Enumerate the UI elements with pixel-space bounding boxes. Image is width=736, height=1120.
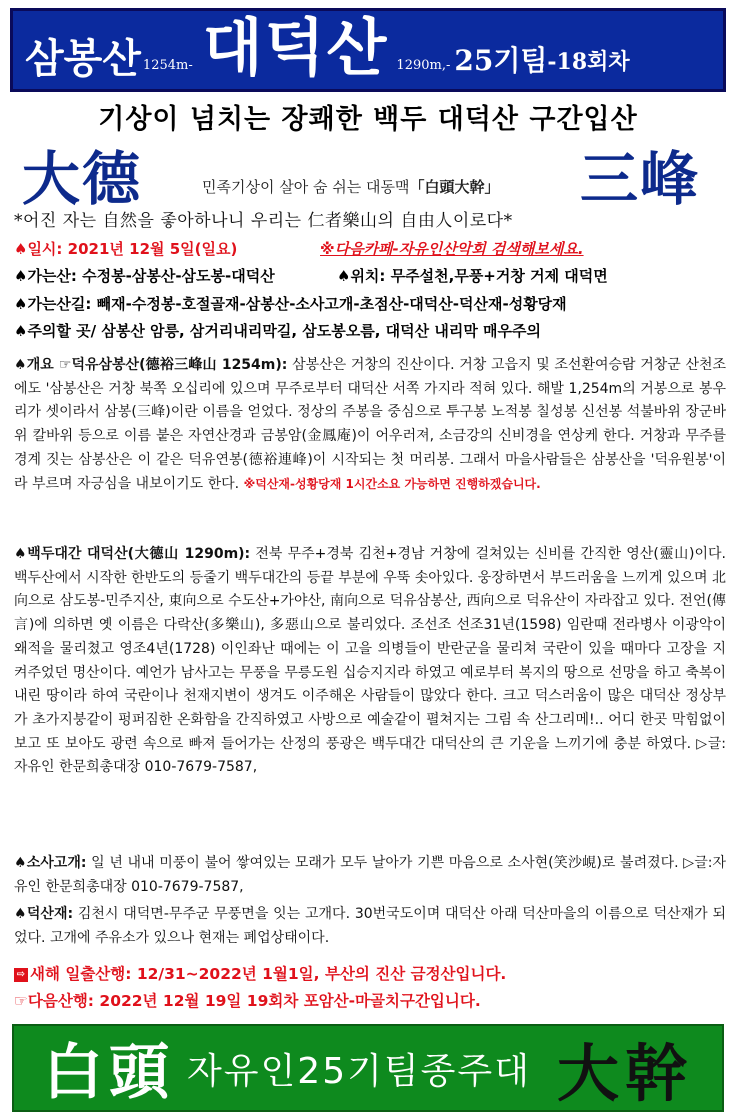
next-hike-label: 다음산행: xyxy=(27,992,94,1010)
location-value: 무주설천,무풍+거창 거제 대덕면 xyxy=(390,267,608,285)
sosa-pass-description xyxy=(14,852,726,899)
footer-kanji-baekdu: 白頭 xyxy=(42,1038,175,1108)
path-row xyxy=(14,293,726,314)
sosa-lead: ♠소사고개: xyxy=(14,855,87,871)
footer-banner xyxy=(12,1024,724,1112)
daedeoksan-text: 전북 무주+경북 김천+경남 거창에 걸쳐있는 신비를 간직한 영산(靈山)이다. 백두산에서 시작한 한반도의 등줄기 백두대간의 등끝 부분에 우뚝 솟아있다. 웅장하면서 부드러움을 느끼게 있으며 北向으로 삼도봉-민주지산, 東向으로 수도산+가야산, 南向으로 덕유삼봉산, 西向으로 덕유산이 자라잡고 있다. 전언(傳言)에 의하면 옛 이름은 다락산(多樂山), 多惡山으로 불리었다. 조선조 선조31년(1598) 임란때 전라병사 이광악이 왜적을 물리쳤고 영조4년(1728) 이인좌난 때에는 이 고을 의병들이 반란군을 물리쳐 국란이 있을 때마다 고장을 지켜주었던 명산이다. 예언가 남사고는 무풍을 무릉도원 십승지지라 하였고 예로부터 복지의 땅으로 선망을 하고 축복이 내린 땅이라 하여 국란이나 천재지변이 생겨도 이주해온 사람들이 많았다 한다. 크고 덕스러움이 많은 대덕산 정상부가 초가지붕같이 펑퍼짐한 온화함을 간직하였고 사방으로 예술같이 펼쳐지는 그림 속 산그리메!.. 어디 한곳 막힘없이 보고 또 보아도 광련 속으로 빠져 들어가는 산정의 풍광은 백두대간 대덕산의 큰 기운을 느끼기에 충분 하였다. ▷글:자유인 한문희총대장 010-7679-7587, xyxy=(14,546,726,776)
new-year-value: 12/31~2022년 1월1일, 부산의 진산 금정산입니다. xyxy=(136,965,507,983)
cafe-search-note: ※다음카페-자유인산악회 검색해보세요. xyxy=(320,240,584,258)
overview-note: ※덕산재-성황당재 1시간소요 가능하면 진행하겠습니다. xyxy=(243,476,541,491)
next-hike xyxy=(14,989,726,1011)
footer-team-text: 자유인25기팀종주대 xyxy=(186,1050,531,1092)
kanji-sambong: 三峰 xyxy=(579,145,700,213)
mountain1-name: 삼봉산 xyxy=(25,35,141,82)
deoksanjae-text: 김천시 대덕면-무주군 무풍면을 잇는 고개다. 30번국도이며 대덕산 아래 덕산마을의 이름으로 덕산재가 되었다. 고개에 주유소가 있으나 현재는 폐업상태이다. xyxy=(14,906,726,946)
new-year-hike xyxy=(14,962,726,984)
daedeoksan-description xyxy=(14,543,726,780)
path-value: 빼재-수정봉-호절골재-삼봉산-소사고개-초점산-대덕산-덕산재-성황당재 xyxy=(96,295,567,313)
date-row xyxy=(14,238,726,259)
new-year-label: 새해 일출산행: xyxy=(30,965,132,983)
headline: 기상이 넘치는 장쾌한 백두 대덕산 구간입산 xyxy=(98,104,638,135)
date-value: 2021년 12월 5일(일요) xyxy=(67,240,238,258)
course-label: ♠가는산: xyxy=(14,267,77,285)
deoksanjae-description xyxy=(14,903,726,950)
location xyxy=(337,265,608,286)
round-number: -18회차 xyxy=(547,49,630,75)
mountain1-altitude: 1254m- xyxy=(142,58,193,73)
arrow-right-icon: ⇨ xyxy=(14,968,28,982)
ridge-bracket: 「白頭大幹」 xyxy=(409,178,500,196)
sosa-text: 일 년 내내 미풍이 불어 쌓여있는 모래가 모두 날아가 기쁜 마음으로 소사현(笑沙峴)로 불려졌다. ▷글:자유인 한문희총대장 010-7679-7587, xyxy=(14,855,727,895)
location-label: ♠위치: xyxy=(337,267,386,285)
course-value: 수정봉-삼봉산-삼도봉-대덕산 xyxy=(82,267,275,285)
ridge-text: 민족기상이 살아 숨 쉬는 대동맥 xyxy=(202,178,410,196)
date-label: ♠일시: xyxy=(14,240,63,258)
next-hike-value: 2022년 12월 19일 19회차 포암산-마골치구간입니다. xyxy=(99,992,481,1010)
overview-lead: ♠개요 ☞덕유삼봉산(德裕三峰山 1254m): xyxy=(14,357,288,373)
deoksanjae-lead: ♠덕산재: xyxy=(14,906,74,922)
daedeoksan-lead: ♠백두대간 대덕산(大德山 1290m): xyxy=(14,546,251,562)
main-mountain-name: 대덕산 xyxy=(202,11,389,84)
pointing-hand-icon: ☞ xyxy=(14,992,28,1010)
overview-text: 삼봉산은 거창의 진산이다. 거창 고읍지 및 조선환여승람 거창군 산천조에도 '삼봉산은 거창 북쪽 오십리에 있으며 무주로부터 대덕산 서쪽 가지라 적혀 있다. 해발 1,254m의 거봉으로 봉우리가 셋이라서 삼봉(三峰)이란 이름을 얻었다. 정상의 주봉을 중심으로 투구봉 노적봉 칠성봉 신선봉 석불바위 장군바위 칼바위 등으로 이름 붙은 자연산경과 금봉암(金鳳庵)이 어우러져, 소금강의 신비경을 연상케 한다. 거창과 무주를 경계 짓는 삼봉산은 이 같은 덕유연봉(德裕連峰)이 시작되는 첫 머리봉. 그래서 마을사람들은 삼봉산을 '덕유원봉'이라 부르며 자긍심을 내보이기도 한다. xyxy=(14,357,727,492)
caution-value: 삼봉산 암릉, 삼거리내리막길, 삼도봉오름, 대덕산 내리막 매우주의 xyxy=(101,322,542,340)
title-banner xyxy=(10,8,726,92)
main-mountain-altitude: 1290m,- xyxy=(396,58,451,73)
course-row xyxy=(14,265,726,286)
team-name: 25기팀 xyxy=(454,44,548,77)
kanji-daedeok: 大德 xyxy=(22,145,143,213)
caution-row xyxy=(14,320,726,341)
caution-label: ♠주의할 곳/ xyxy=(14,322,97,340)
ridge-caption xyxy=(202,176,499,197)
motto: *어진 자는 自然을 좋아하나니 우리는 仁者樂山의 自由人이로다* xyxy=(14,211,513,231)
path-label: ♠가는산길: xyxy=(14,295,92,313)
footer-kanji-daegan: 大幹 xyxy=(557,1036,694,1110)
sambongsan-overview xyxy=(14,354,726,496)
